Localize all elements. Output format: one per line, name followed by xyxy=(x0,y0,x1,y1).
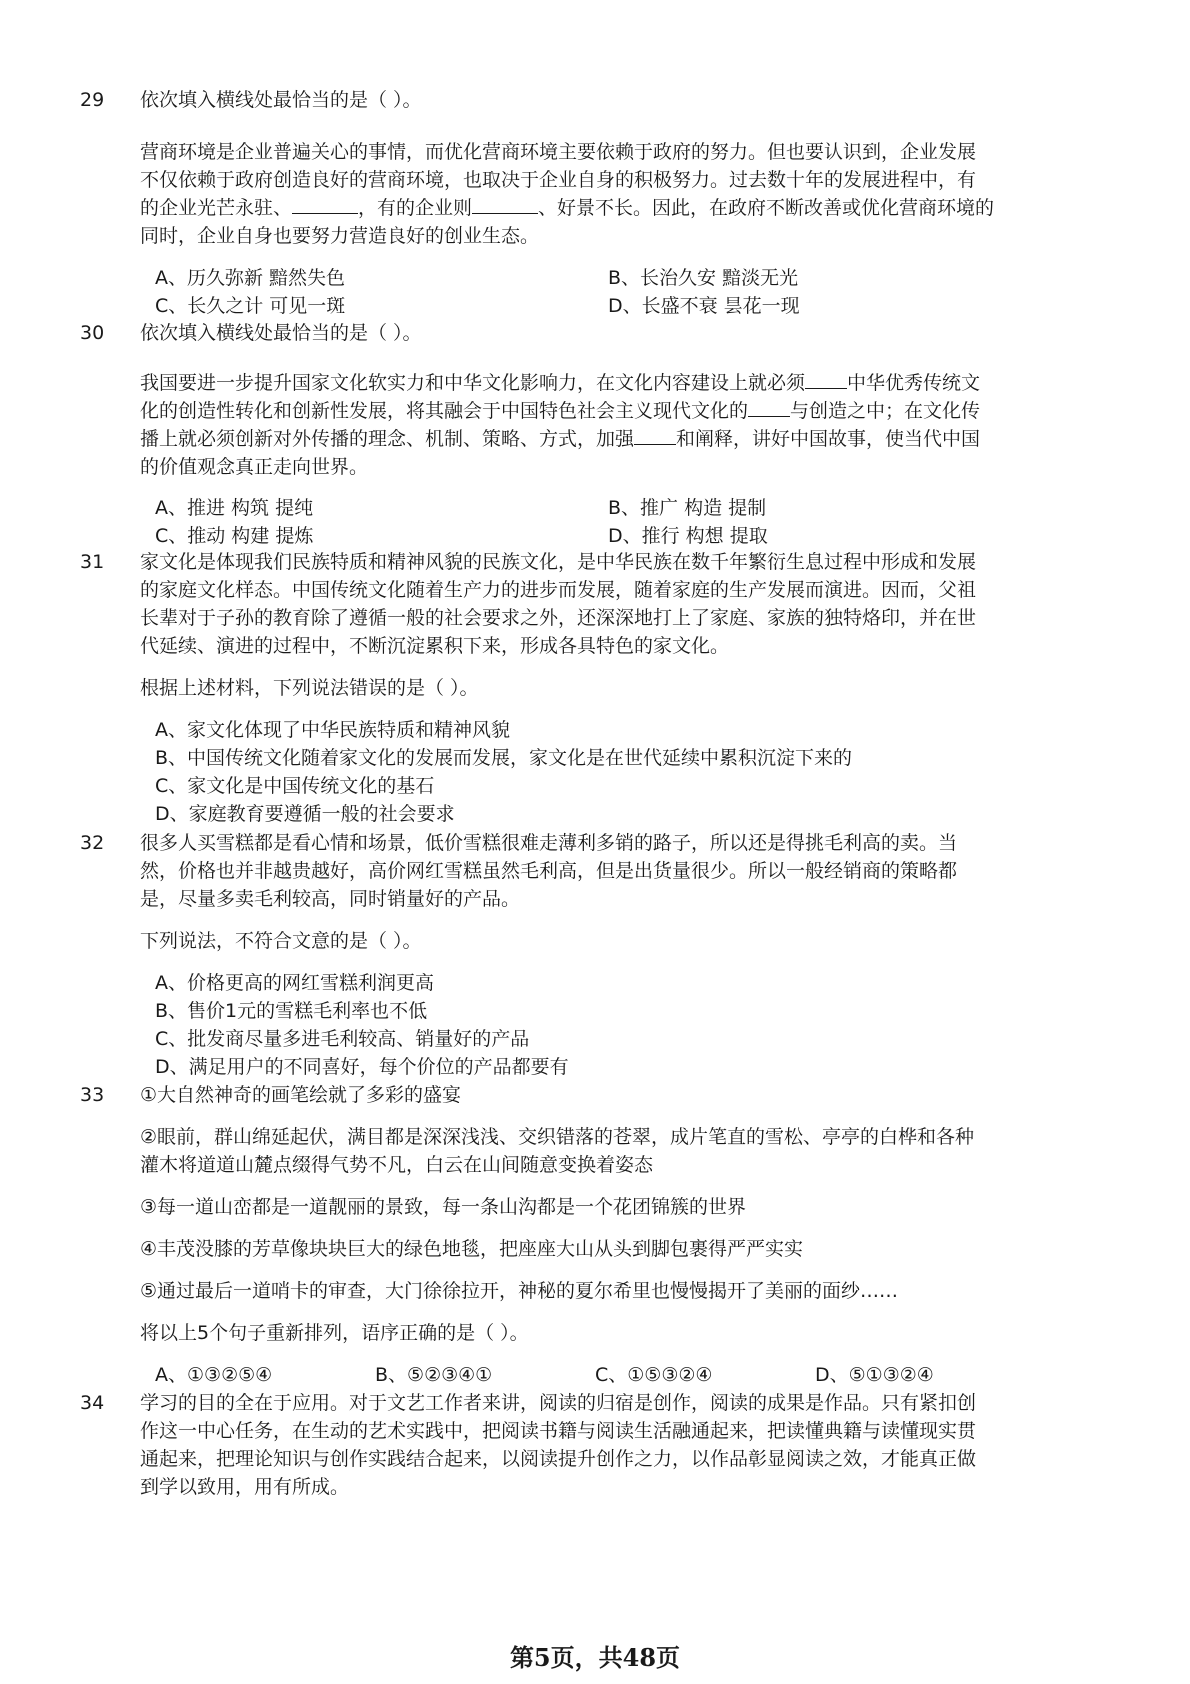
option-d[interactable]: D、长盛不衰 昙花一现 xyxy=(608,295,800,317)
fill-blank xyxy=(805,370,847,389)
option-d[interactable]: D、家庭教育要遵循一般的社会要求 xyxy=(155,803,455,825)
option-d[interactable]: D、⑤①③②④ xyxy=(815,1364,934,1386)
option-b[interactable]: B、中国传统文化随着家文化的发展而发展，家文化是在世代延续中累积沉淀下来的 xyxy=(155,747,853,769)
option-a[interactable]: A、历久弥新 黯然失色 xyxy=(155,267,346,289)
question-stem: 依次填入横线处最恰当的是（ ）。 xyxy=(140,322,422,344)
passage-line: 的家庭文化样态。中国传统文化随着生产力的进步而发展，随着家庭的生产发展而演进。因而，父祖 xyxy=(140,579,977,601)
passage-line: 学习的目的全在于应用。对于文艺工作者来讲，阅读的归宿是创作，阅读的成果是作品。只有紧扣创 xyxy=(140,1392,977,1414)
text-segment: 和阐释，讲好中国故事，使当代中国 xyxy=(676,428,981,450)
option-b[interactable]: B、⑤②③④① xyxy=(375,1364,493,1386)
page-footer: 第5页，共48页 xyxy=(509,1643,681,1672)
passage-line: 作这一中心任务，在生动的艺术实践中，把阅读书籍与阅读生活融通起来，把读懂典籍与读懂现实贯 xyxy=(140,1420,977,1442)
question-number: 32 xyxy=(80,832,105,854)
sentence-5: ⑤通过最后一道哨卡的审查，大门徐徐拉开，神秘的夏尔希里也慢慢揭开了美丽的面纱…… xyxy=(140,1280,899,1302)
question-number: 31 xyxy=(80,551,105,573)
sentence-3: ③每一道山峦都是一道靓丽的景致，每一条山沟都是一个花团锦簇的世界 xyxy=(140,1196,747,1218)
option-c[interactable]: C、家文化是中国传统文化的基石 xyxy=(155,775,435,797)
question-number: 30 xyxy=(80,322,105,344)
text-segment: 播上就必须创新对外传播的理念、机制、策略、方式，加强 xyxy=(140,428,635,450)
text-segment: 我国要进一步提升国家文化软实力和中华文化影响力，在文化内容建设上就必须 xyxy=(140,372,806,394)
fill-blank xyxy=(748,398,790,417)
option-a[interactable]: A、①③②⑤④ xyxy=(155,1364,273,1386)
passage-line: 是，尽量多卖毛利较高，同时销量好的产品。 xyxy=(140,888,521,910)
option-c[interactable]: C、推动 构建 提炼 xyxy=(155,525,314,547)
option-b[interactable]: B、售价1元的雪糕毛利率也不低 xyxy=(155,1000,428,1022)
fill-blank xyxy=(634,426,676,445)
passage-line xyxy=(140,193,994,223)
option-a[interactable]: A、家文化体现了中华民族特质和精神风貌 xyxy=(155,719,510,741)
passage-line: 通起来，把理论知识与创作实践结合起来，以阅读提升创作之力，以作品彰显阅读之效，才能真正做 xyxy=(140,1448,977,1470)
text-segment: 化的创造性转化和创新性发展，将其融会于中国特色社会主义现代文化的 xyxy=(140,400,749,422)
passage-line: 代延续、演进的过程中，不断沉淀累积下来，形成各具特色的家文化。 xyxy=(140,635,730,657)
passage-line: 家文化是体现我们民族特质和精神风貌的民族文化，是中华民族在数千年繁衍生息过程中形成和发展 xyxy=(140,551,977,573)
fill-blank xyxy=(472,195,538,214)
question-stem: 根据上述材料，下列说法错误的是（ ）。 xyxy=(140,677,479,699)
question-stem: 依次填入横线处最恰当的是（ ）。 xyxy=(140,89,422,111)
passage-line: 不仅依赖于政府创造良好的营商环境，也取决于企业自身的积极努力。过去数十年的发展进程中，有 xyxy=(140,169,977,191)
fill-blank xyxy=(292,195,358,214)
passage-line xyxy=(140,424,980,454)
passage-line: 很多人买雪糕都是看心情和场景，低价雪糕很难走薄利多销的路子，所以还是得挑毛利高的卖。当 xyxy=(140,832,958,854)
text-segment: 的企业光芒永驻、 xyxy=(140,197,293,219)
question-number: 33 xyxy=(80,1084,105,1106)
option-a[interactable]: A、推进 构筑 提纯 xyxy=(155,497,314,519)
sentence-2-cont: 灌木将道道山麓点缀得气势不凡，白云在山间随意变换着姿态 xyxy=(140,1154,654,1176)
question-stem: 将以上5个句子重新排列，语序正确的是（ ）。 xyxy=(140,1322,529,1344)
option-d[interactable]: D、推行 构想 提取 xyxy=(608,525,768,547)
option-b[interactable]: B、长治久安 黯淡无光 xyxy=(608,267,799,289)
passage-line: 到学以致用，用有所成。 xyxy=(140,1476,350,1498)
option-a[interactable]: A、价格更高的网红雪糕利润更高 xyxy=(155,972,434,994)
text-segment: 、好景不长。因此，在政府不断改善或优化营商环境的 xyxy=(538,197,995,219)
option-c[interactable]: C、①⑤③②④ xyxy=(595,1364,713,1386)
passage-line: 长辈对于子孙的教育除了遵循一般的社会要求之外，还深深地打上了家庭、家族的独特烙印，并在世 xyxy=(140,607,977,629)
sentence-4: ④丰茂没膝的芳草像块块巨大的绿色地毯，把座座大山从头到脚包裹得严严实实 xyxy=(140,1238,804,1260)
option-b[interactable]: B、推广 构造 提制 xyxy=(608,497,767,519)
question-number: 34 xyxy=(80,1392,105,1414)
passage-line: 同时，企业自身也要努力营造良好的创业生态。 xyxy=(140,225,540,247)
question-stem: 下列说法，不符合文意的是（ ）。 xyxy=(140,930,422,952)
passage-line: 的价值观念真正走向世界。 xyxy=(140,456,369,478)
option-c[interactable]: C、批发商尽量多进毛利较高、销量好的产品 xyxy=(155,1028,530,1050)
passage-line xyxy=(140,396,980,426)
question-number: 29 xyxy=(80,89,105,111)
text-segment: 中华优秀传统文 xyxy=(847,372,981,394)
passage-line xyxy=(140,368,980,398)
text-segment: ，有的企业则 xyxy=(358,197,473,219)
option-c[interactable]: C、长久之计 可见一斑 xyxy=(155,295,346,317)
option-d[interactable]: D、满足用户的不同喜好，每个价位的产品都要有 xyxy=(155,1056,569,1078)
passage-line: 营商环境是企业普遍关心的事情，而优化营商环境主要依赖于政府的努力。但也要认识到，企业发展 xyxy=(140,141,977,163)
sentence-1: ①大自然神奇的画笔绘就了多彩的盛宴 xyxy=(140,1084,462,1106)
passage-line: 然，价格也并非越贵越好，高价网红雪糕虽然毛利高，但是出货量很少。所以一般经销商的策略都 xyxy=(140,860,958,882)
sentence-2: ②眼前，群山绵延起伏，满目都是深深浅浅、交织错落的苍翠，成片笔直的雪松、亭亭的白桦和各种 xyxy=(140,1126,975,1148)
text-segment: 与创造之中；在文化传 xyxy=(790,400,981,422)
